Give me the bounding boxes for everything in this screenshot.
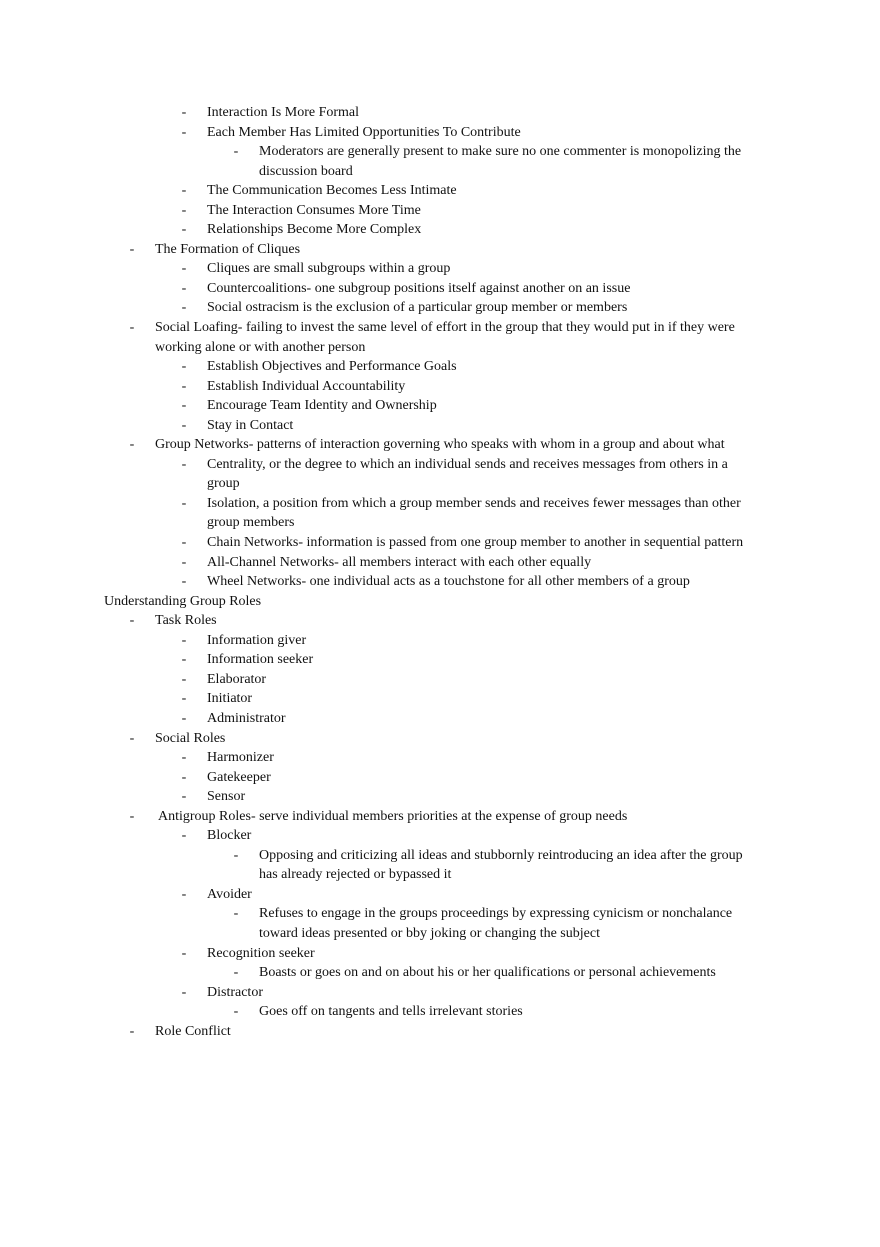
outline-item-level-2 (0, 768, 880, 788)
outline-text: Chain Networks- information is passed from one group member to another in sequential pattern (207, 535, 744, 551)
outline-text: Social Roles (155, 730, 226, 746)
outline-item-level-2 (0, 572, 880, 592)
document-page (0, 103, 880, 1041)
outline-text: Elaborator (207, 671, 267, 687)
bullet-dash: - (181, 671, 187, 687)
outline-item-level-2 (0, 533, 880, 553)
bullet-dash: - (181, 417, 187, 433)
outline-text: Encourage Team Identity and Ownership (207, 398, 437, 414)
outline-item-level-2 (0, 220, 880, 240)
bullet-dash: - (181, 691, 187, 707)
bullet-dash: - (129, 320, 135, 336)
outline-text: The Communication Becomes Less Intimate (207, 183, 457, 199)
outline-item-level-2 (0, 416, 880, 436)
outline-item-level-2 (0, 631, 880, 651)
outline-item-level-2 (0, 689, 880, 709)
bullet-dash: - (129, 808, 135, 824)
bullet-dash: - (233, 906, 239, 922)
outline-text: Administrator (207, 710, 286, 726)
bullet-dash: - (181, 886, 187, 902)
outline-item-level-2 (0, 377, 880, 397)
outline-text: Relationships Become More Complex (207, 222, 422, 238)
outline-item-level-3 (0, 1002, 880, 1022)
outline-item-level-2 (0, 787, 880, 807)
outline-text: Recognition seeker (207, 945, 315, 961)
outline-text: Stay in Contact (207, 417, 294, 433)
outline-item-level-2 (0, 279, 880, 299)
outline-item-level-2 (0, 670, 880, 690)
outline-text: Isolation, a position from which a group member sends and receives fewer messages than other (207, 495, 741, 511)
outline-item-level-2 (0, 259, 880, 279)
bullet-dash: - (181, 183, 187, 199)
outline-item-level-1 (0, 807, 880, 827)
outline-item-continuation (0, 338, 880, 358)
bullet-dash: - (233, 144, 239, 160)
outline-item-continuation (0, 513, 880, 533)
outline-text: The Formation of Cliques (155, 241, 301, 257)
outline-item-level-2 (0, 709, 880, 729)
outline-text: Establish Objectives and Performance Goals (207, 359, 457, 375)
outline-item-level-3 (0, 846, 880, 866)
bullet-dash: - (233, 1004, 239, 1020)
bullet-dash: - (181, 280, 187, 296)
bullet-dash: - (181, 828, 187, 844)
outline-item-level-3 (0, 142, 880, 162)
bullet-dash: - (181, 359, 187, 375)
outline-item-level-2 (0, 748, 880, 768)
outline-text: Information seeker (207, 652, 314, 668)
bullet-dash: - (181, 261, 187, 277)
bullet-dash: - (181, 789, 187, 805)
outline-item-level-2 (0, 885, 880, 905)
outline-text: Establish Individual Accountability (207, 378, 406, 394)
outline-text: Cliques are small subgroups within a group (207, 261, 451, 277)
bullet-dash: - (181, 632, 187, 648)
bullet-dash: - (129, 613, 135, 629)
outline-text: Information giver (207, 632, 307, 648)
outline-text: All-Channel Networks- all members interact with each other equally (207, 554, 592, 570)
outline-item-level-3 (0, 963, 880, 983)
bullet-dash: - (181, 202, 187, 218)
bullet-dash: - (129, 241, 135, 257)
outline-item-level-2 (0, 201, 880, 221)
outline-item-continuation (0, 162, 880, 182)
outline-text: Understanding Group Roles (104, 593, 262, 609)
bullet-dash: - (181, 124, 187, 140)
outline-text: Gatekeeper (207, 769, 271, 785)
outline-item-level-2 (0, 553, 880, 573)
outline-text: Initiator (207, 691, 253, 707)
outline-text: toward ideas presented or bby joking or changing the subject (259, 925, 600, 941)
outline-text: Each Member Has Limited Opportunities To Contribute (207, 124, 521, 140)
bullet-dash: - (129, 1023, 135, 1039)
outline-text: Blocker (207, 828, 252, 844)
outline-text: Social Loafing- failing to invest the same level of effort in the group that they would put in if they were (155, 320, 735, 336)
bullet-dash: - (129, 730, 135, 746)
outline-text: Group Networks- patterns of interaction governing who speaks with whom in a group and about what (155, 437, 725, 453)
bullet-dash: - (181, 535, 187, 551)
bullet-dash: - (181, 378, 187, 394)
outline-text: The Interaction Consumes More Time (207, 202, 421, 218)
outline-text: working alone or with another person (155, 339, 366, 355)
outline-text: discussion board (259, 163, 353, 179)
outline-text: Centrality, or the degree to which an individual sends and receives messages from others in a (207, 456, 728, 472)
outline-item-level-2 (0, 298, 880, 318)
outline-item-level-2 (0, 123, 880, 143)
outline-item-level-2 (0, 944, 880, 964)
bullet-dash: - (181, 222, 187, 238)
outline-text: Moderators are generally present to make sure no one commenter is monopolizing the (259, 144, 742, 160)
bullet-dash: - (233, 965, 239, 981)
outline-text: Goes off on tangents and tells irrelevant stories (259, 1004, 523, 1020)
outline-item-level-2 (0, 650, 880, 670)
outline-text: Distractor (207, 984, 263, 1000)
bullet-dash: - (181, 652, 187, 668)
bullet-dash: - (181, 554, 187, 570)
outline-item-level-1 (0, 1022, 880, 1042)
bullet-dash: - (181, 398, 187, 414)
bullet-dash: - (181, 750, 187, 766)
outline-item-level-1 (0, 318, 880, 338)
outline-item-level-2 (0, 455, 880, 475)
outline-text: Refuses to engage in the groups proceedings by expressing cynicism or nonchalance (259, 906, 733, 922)
outline-item-level-1 (0, 240, 880, 260)
outline-text: group members (207, 515, 295, 531)
outline-text: Wheel Networks- one individual acts as a touchstone for all other members of a group (207, 574, 690, 590)
bullet-dash: - (181, 300, 187, 316)
bullet-dash: - (181, 710, 187, 726)
outline-item-level-3 (0, 904, 880, 924)
outline-text: Role Conflict (155, 1023, 231, 1039)
bullet-dash: - (129, 437, 135, 453)
bullet-dash: - (181, 984, 187, 1000)
bullet-dash: - (181, 456, 187, 472)
outline-text: Opposing and criticizing all ideas and stubbornly reintroducing an idea after the group (259, 847, 743, 863)
outline-item-level-2 (0, 396, 880, 416)
bullet-dash: - (181, 495, 187, 511)
outline-item-level-2 (0, 826, 880, 846)
outline-item-level-2 (0, 983, 880, 1003)
outline-text: group (207, 476, 240, 492)
outline-text: Countercoalitions- one subgroup positions itself against another on an issue (207, 280, 631, 296)
outline-text: Interaction Is More Formal (207, 105, 360, 120)
outline-text: Harmonizer (207, 750, 274, 766)
outline-text: Sensor (207, 789, 246, 805)
outline-item-level-1 (0, 611, 880, 631)
outline-item-level-2 (0, 181, 880, 201)
outline-item-level-1 (0, 729, 880, 749)
outline-text: Avoider (207, 886, 252, 902)
outline-text: Boasts or goes on and on about his or her qualifications or personal achievements (259, 965, 716, 981)
bullet-dash: - (181, 769, 187, 785)
bullet-dash: - (233, 847, 239, 863)
outline-item-continuation (0, 474, 880, 494)
outline-item-level-2 (0, 103, 880, 123)
outline-text: Antigroup Roles- serve individual members priorities at the expense of group needs (158, 808, 628, 824)
outline-text: has already rejected or bypassed it (259, 867, 452, 883)
outline-text: Task Roles (155, 613, 217, 629)
bullet-dash: - (181, 574, 187, 590)
outline-item-level-2 (0, 494, 880, 514)
outline-item-level-1 (0, 435, 880, 455)
outline-item-continuation (0, 865, 880, 885)
outline-text: Social ostracism is the exclusion of a particular group member or members (207, 300, 628, 316)
outline-item-level-2 (0, 357, 880, 377)
outline-item-continuation (0, 924, 880, 944)
bullet-dash: - (181, 105, 187, 120)
bullet-dash: - (181, 945, 187, 961)
section-heading (0, 592, 880, 612)
